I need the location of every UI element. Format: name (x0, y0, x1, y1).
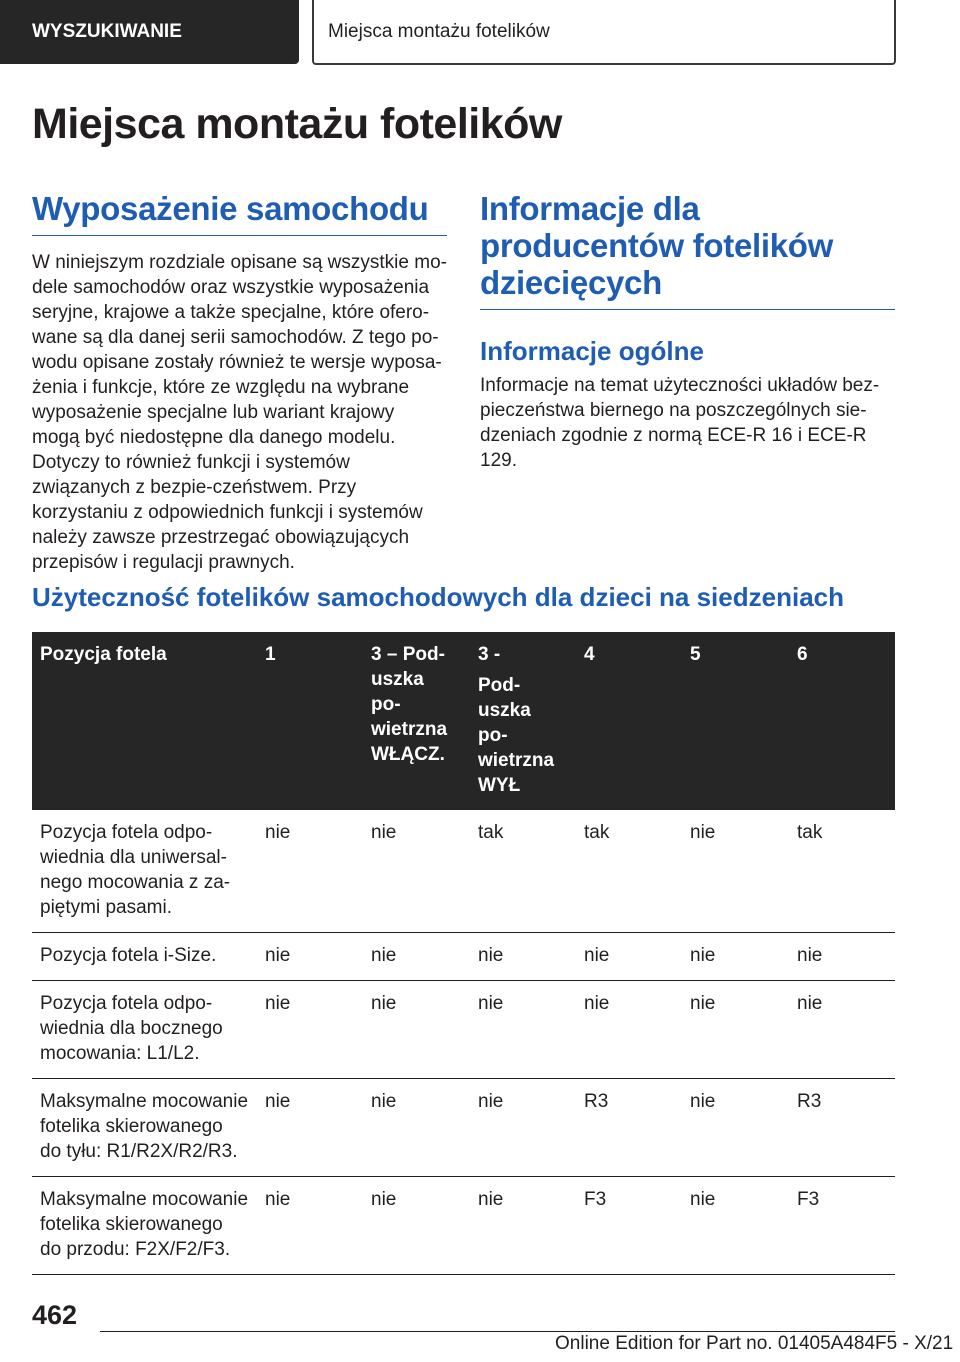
table-cell: nie (257, 933, 363, 981)
table-cell: nie (682, 981, 789, 1079)
table-cell: nie (363, 981, 470, 1079)
table-cell: nie (789, 933, 895, 981)
table-cell: nie (789, 981, 895, 1079)
header-seat-4: 4 (576, 632, 682, 810)
right-column (480, 190, 895, 473)
header-line: wietrzna (371, 719, 448, 740)
footer-divider (100, 1331, 895, 1332)
table-cell: nie (257, 810, 363, 933)
table-cell: R3 (576, 1079, 682, 1177)
left-column (32, 190, 447, 575)
page-title: Miejsca montażu fotelików (32, 100, 562, 148)
heading-line: Informacje dla (480, 190, 700, 227)
heading-line: producentów fotelików (480, 227, 834, 264)
search-tab[interactable]: WYSZUKIWANIE (0, 0, 299, 64)
table-cell: nie (257, 1079, 363, 1177)
header-line: 3 – Pod- (371, 644, 445, 665)
header-line: wietrzna (478, 750, 555, 771)
table-cell: tak (789, 810, 895, 933)
table-cell: nie (470, 981, 576, 1079)
breadcrumb[interactable]: Miejsca montażu fotelików (312, 0, 896, 65)
section-heading-usability: Użyteczność fotelików samochodowych dla dzieci na siedzeniach (32, 582, 844, 612)
row-label: Pozycja fotela odpo-wiednia dla bocznego mocowania: L1/L2. (32, 981, 257, 1079)
equipment-paragraph: W niniejszym rozdziale opisane są wszystkie mo-dele samochodów oraz wszystkie wyposażenia seryjne, krajowe a także specjalne, które ofero-wane są dla danej serii samochodów. Z tego po-wodu opisane zostały również te wersje wyposa-żenia i funkcje, które ze względu na wybrane wyposażenie specjalne lub wariant krajowy mogą być niedostępne dla danego modelu. Dotyczy to również funkcji i systemów związanych z bezpie-czeństwem. Przy korzystaniu z odpowiednich funkcji i systemów należy zawsze przestrzegać obowiązujących przepisów i regulacji prawnych. (32, 252, 447, 573)
header-seat-3-airbag-on (363, 632, 470, 810)
header-line: 3 - (478, 644, 501, 665)
table-cell: nie (363, 1079, 470, 1177)
row-label: Pozycja fotela odpo-wiednia dla uniwersal-nego mocowania z za-piętymi pasami. (32, 810, 257, 933)
table-cell: nie (682, 933, 789, 981)
table-cell: nie (470, 1177, 576, 1275)
table-header-row (32, 632, 895, 810)
header-line: WŁĄCZ. (371, 744, 445, 765)
section-heading-manufacturers (480, 190, 895, 310)
table-cell: nie (576, 933, 682, 981)
table-cell: nie (363, 1177, 470, 1275)
header-seat-6: 6 (789, 632, 895, 810)
table-cell: nie (682, 810, 789, 933)
table-cell: F3 (576, 1177, 682, 1275)
header-seat-3-airbag-off (470, 632, 576, 810)
section-heading-equipment: Wyposażenie samochodu (32, 190, 447, 236)
edition-label: Online Edition for Part no. 01405A484F5 - X/21 (555, 1333, 954, 1354)
header-seat-1: 1 (257, 632, 363, 810)
table-cell: nie (682, 1079, 789, 1177)
top-navigation (0, 0, 960, 66)
table-cell: nie (363, 810, 470, 933)
table-cell: tak (470, 810, 576, 933)
header-line: Pod- (478, 675, 521, 696)
row-label: Maksymalne mocowanie fotelika skierowanego do tyłu: R1/R2X/R2/R3. (32, 1079, 257, 1177)
table-cell: nie (257, 981, 363, 1079)
table-cell: nie (470, 1079, 576, 1177)
header-seat-position: Pozycja fotela (32, 632, 257, 810)
row-label: Maksymalne mocowanie fotelika skierowanego do przodu: F2X/F2/F3. (32, 1177, 257, 1275)
table-row (32, 981, 895, 1079)
table-row (32, 810, 895, 933)
table-cell: R3 (789, 1079, 895, 1177)
table-cell: nie (576, 981, 682, 1079)
header-line: WYŁ (478, 775, 521, 796)
heading-line: dziecięcych (480, 264, 662, 301)
table-cell: nie (257, 1177, 363, 1275)
table-cell: F3 (789, 1177, 895, 1275)
table-row (32, 1177, 895, 1275)
header-seat-5: 5 (682, 632, 789, 810)
table-row (32, 1079, 895, 1177)
table-cell: nie (682, 1177, 789, 1275)
table-cell: nie (363, 933, 470, 981)
table-cell: nie (470, 933, 576, 981)
header-line: uszka (478, 700, 531, 721)
general-info-paragraph: Informacje na temat użyteczności układów bez-pieczeństwa biernego na poszczególnych sie-dzeniach zgodnie z normą ECE-R 16 i ECE-R 129. (480, 375, 880, 471)
table-row (32, 933, 895, 981)
header-line: po- (478, 725, 508, 746)
table-cell: tak (576, 810, 682, 933)
header-line: uszka (371, 669, 424, 690)
page-number: 462 (32, 1300, 78, 1330)
header-line: po- (371, 694, 401, 715)
seat-suitability-table (32, 632, 895, 1275)
subheading-general-info: Informacje ogólne (480, 336, 704, 366)
row-label: Pozycja fotela i-Size. (32, 933, 257, 981)
